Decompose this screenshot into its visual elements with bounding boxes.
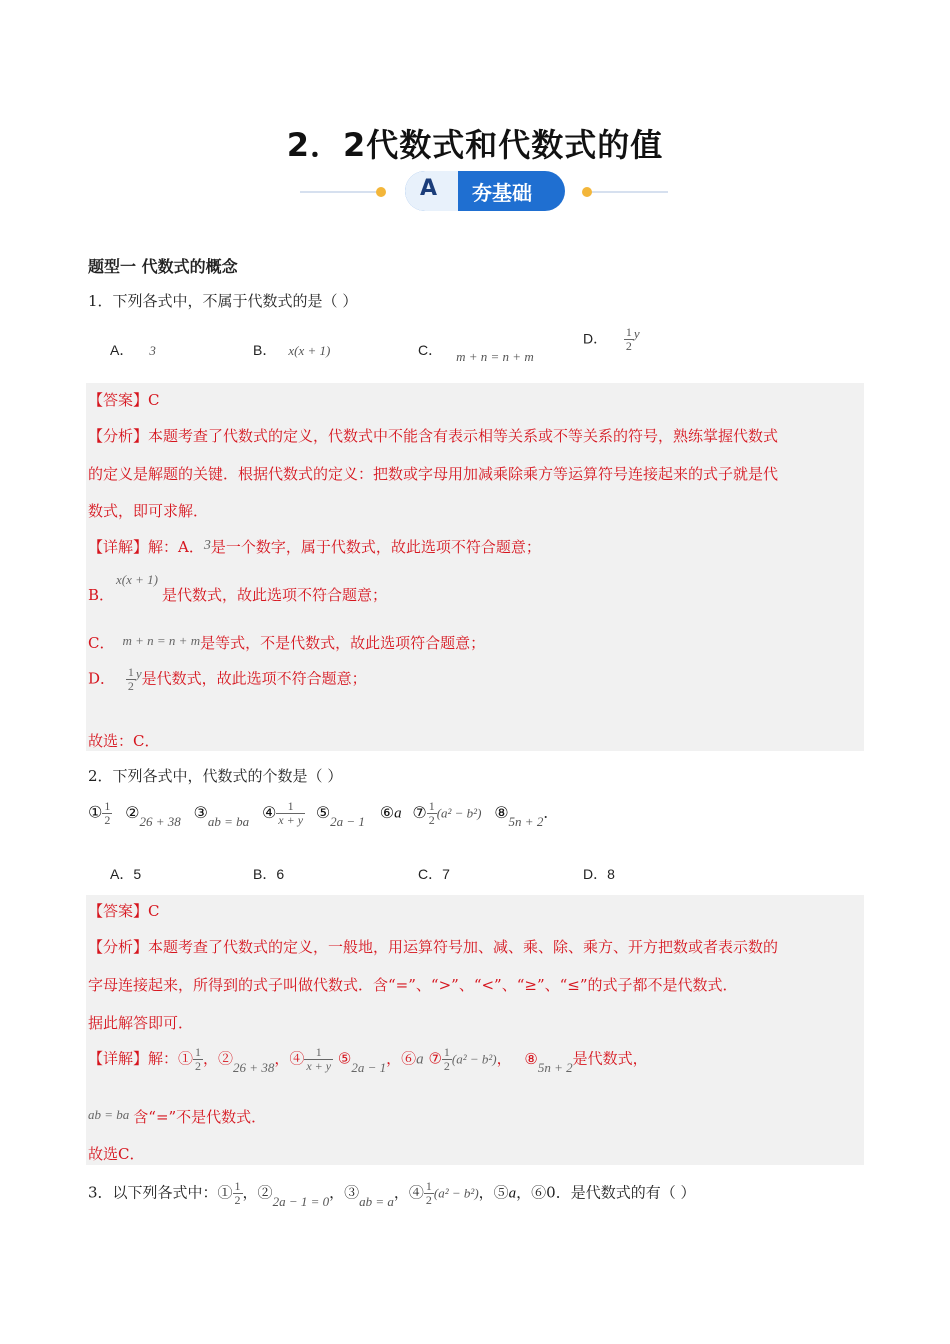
q1-option-a: A． 3	[110, 342, 156, 358]
q2-items: ① $\frac{1}{2}$ ②26 + 38 ③ab = ba ④ $\frac{1}{x + y}$ ⑤2a − 1 ⑥a ⑦ $\frac{1}{2}$ (a² − b²) ⑧5n + 2．	[88, 799, 559, 829]
q2-analysis-1: 【分析】本题考查了代数式的定义，一般地，用运算符号加、减、乘、除、乘方、开方把数或者表示数的	[88, 938, 779, 956]
q1-option-b: B． x(x + 1)	[253, 342, 331, 358]
q1-option-d: D． $\frac{1}{2}$ y	[583, 325, 640, 353]
q2-option-d: D．8	[583, 866, 615, 882]
q3-stem: 3．以下列各式中：① $\frac{1}{2}$ ，②2a − 1 = 0，③ab = a，④ $\frac{1}{2}$ (a² − b²)，⑤a，⑥0．是代数式的有（ ）	[88, 1179, 696, 1209]
q2-stem: 2．下列各式中，代数式的个数是（ ）	[88, 767, 343, 785]
q2-answer: 【答案】C	[88, 902, 160, 920]
q1-option-c: C． m + n = n + m	[418, 342, 534, 364]
q2-option-a: A．5	[110, 866, 142, 882]
q1-detail-d: D． $\frac{1}{2}$ y是代数式，故此选项不符合题意；	[88, 665, 367, 693]
q2-detail: 【详解】解：① $\frac{1}{2}$ ，②26 + 38，④ $\frac{1}{x + y}$ ⑤2a − 1，⑥a ⑦ $\frac{1}{2}$ (a² − b²)， ⑧5n + 2是代数式，	[88, 1045, 648, 1075]
banner-letter: A	[420, 176, 438, 201]
q2-option-b: B．6	[253, 866, 285, 882]
q1-answer: 【答案】C	[88, 391, 160, 409]
q2-conclusion: 故选C．	[88, 1145, 145, 1163]
q2-analysis-3: 据此解答即可．	[88, 1014, 194, 1032]
section-heading: 题型一 代数式的概念	[88, 257, 238, 276]
q1-analysis-3: 数式，即可求解．	[88, 502, 209, 520]
page-title: 2．2代数式和代数式的值	[286, 126, 664, 164]
banner-dot-left	[376, 187, 386, 197]
banner-dot-right	[582, 187, 592, 197]
q1-analysis-1: 【分析】本题考查了代数式的定义，代数式中不能含有表示相等关系或不等关系的符号，熟练掌握代数式	[88, 427, 779, 445]
q1-analysis-2: 的定义是解题的关键．根据代数式的定义：把数或字母用加减乘除乘方等运算符号连接起来的式子就是代	[88, 465, 779, 483]
q2-analysis-2: 字母连接起来，所得到的式子叫做代数式．含“=”、“>”、“<”、“≥”、“≤”的式子都不是代数式．	[88, 976, 738, 994]
q2-detail-not: ab = ba 含“=”不是代数式．	[88, 1107, 267, 1126]
q1-detail-c: C． m + n = n + m是等式，不是代数式，故此选项符合题意；	[88, 633, 486, 652]
q1-stem: 1．下列各式中，不属于代数式的是（ ）	[88, 292, 358, 310]
q1-conclusion: 故选：C．	[88, 732, 160, 750]
banner-text: 夯基础	[472, 181, 532, 205]
q2-option-c: C．7	[418, 866, 450, 882]
section-banner	[0, 168, 950, 212]
q1-detail-b: B．x(x + 1)是代数式，故此选项不符合题意；	[88, 572, 388, 604]
q1-detail-a: 【详解】解：A．3是一个数字，属于代数式，故此选项不符合题意；	[88, 538, 541, 556]
